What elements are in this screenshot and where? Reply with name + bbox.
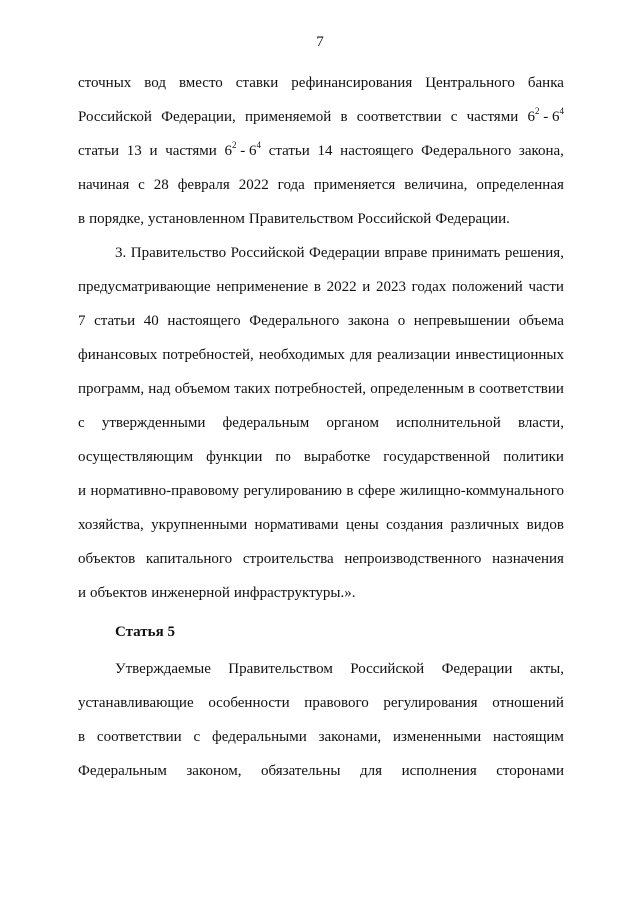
text-line [78, 754, 564, 788]
word: законом, [186, 763, 242, 779]
word: определенная [476, 177, 564, 193]
word: 3. [115, 245, 127, 261]
word: порядке, [89, 211, 144, 227]
word: нормативно-правовому [90, 483, 239, 499]
word: статьи [94, 313, 136, 329]
word: года [277, 177, 305, 193]
word: Федерального [249, 313, 340, 329]
word: для [360, 763, 383, 779]
word: в [78, 211, 86, 227]
word: вправе [384, 245, 428, 261]
text-line [78, 236, 564, 270]
word: соответствии [479, 381, 564, 397]
text-line [78, 66, 564, 100]
text-line [78, 440, 564, 474]
word: и [78, 483, 87, 499]
word: 2022 [238, 177, 269, 193]
word: 2022 [326, 279, 357, 295]
word: исполнительной [396, 415, 501, 431]
word: программ, [78, 381, 145, 397]
superscript-range: $6^2 - 6^4$ [224, 140, 262, 159]
word: применяется [313, 177, 396, 193]
text-line [78, 270, 564, 304]
word: ставки [235, 75, 279, 91]
word: сторонами [496, 763, 564, 779]
text-line [78, 720, 564, 754]
word: назначения [492, 551, 564, 567]
word: жилищно-коммунального [399, 483, 564, 499]
word: видов [526, 517, 564, 533]
word: решения, [504, 245, 564, 261]
word: Российской [78, 109, 152, 125]
word: 28 [153, 177, 169, 193]
text-line [78, 372, 564, 406]
text-line [78, 542, 564, 576]
word: в [467, 381, 475, 397]
word: измененными [392, 729, 482, 745]
word: с [78, 415, 85, 431]
word: власти, [517, 415, 564, 431]
word: таких [234, 381, 271, 397]
word: положений [451, 279, 523, 295]
word: создания [386, 517, 444, 533]
word: о [397, 313, 406, 329]
word: Российской [230, 245, 305, 261]
word: статьи [268, 143, 310, 159]
word: вод [144, 75, 166, 91]
word: 2023 [375, 279, 406, 295]
word: инвестиционных [455, 347, 564, 363]
word: части [528, 279, 564, 295]
text-line [78, 338, 564, 372]
word: соответствии [96, 729, 182, 745]
word: Правительство [130, 245, 227, 261]
word: объектов [90, 585, 148, 601]
word: банка [527, 75, 564, 91]
word: частями [165, 143, 217, 159]
word: 14 [317, 143, 333, 159]
word: установленном [147, 211, 245, 227]
word: строительства [242, 551, 334, 567]
word: нормативами [254, 517, 339, 533]
word: потребностей, [274, 381, 367, 397]
word: Российской [357, 211, 432, 227]
word: Федерального [421, 143, 512, 159]
text-line [78, 406, 564, 440]
word: с [450, 109, 458, 125]
word: политики [503, 449, 564, 465]
word: с [138, 177, 145, 193]
word: реализации [377, 347, 451, 363]
word: сфере [357, 483, 396, 499]
word: 40 [143, 313, 159, 329]
word: в [78, 729, 86, 745]
word: органом [326, 415, 379, 431]
word: хозяйства, [78, 517, 144, 533]
word: различных [450, 517, 520, 533]
word: и [149, 143, 158, 159]
word: цены [345, 517, 379, 533]
word: Федерации. [435, 211, 510, 227]
word: Федеральным [78, 763, 167, 779]
word: годах [411, 279, 447, 295]
word: непревышении [413, 313, 511, 329]
word: начиная [78, 177, 130, 193]
word: необходимых [258, 347, 345, 363]
word: в [346, 483, 354, 499]
word: для [349, 347, 372, 363]
word: статьи [78, 143, 120, 159]
word: потребностей, [162, 347, 254, 363]
paragraph-3 [78, 236, 564, 610]
word: неприменение [216, 279, 309, 295]
word: 7 [78, 313, 86, 329]
word: укрупненными [151, 517, 248, 533]
word: Федерации [441, 661, 513, 677]
word: акты, [529, 661, 564, 677]
word: применяемой [244, 109, 332, 125]
word: принимать [431, 245, 501, 261]
text-line [78, 686, 564, 720]
word: объемом [174, 381, 231, 397]
word: федеральным [222, 415, 310, 431]
word: над [148, 381, 171, 397]
text-line [78, 652, 564, 686]
word: инженерной [151, 585, 230, 601]
word: частями [466, 109, 519, 125]
word: инфраструктуры.». [233, 585, 356, 601]
word: сточных [78, 75, 132, 91]
word: Центрального [425, 75, 515, 91]
word: вместо [178, 75, 223, 91]
word: капитального [145, 551, 233, 567]
word: 13 [126, 143, 142, 159]
word: закона, [518, 143, 564, 159]
word: настоящим [493, 729, 564, 745]
word: правового [304, 695, 369, 711]
word: федеральными [212, 729, 307, 745]
word: Федерации, [161, 109, 236, 125]
word: в [313, 279, 321, 295]
word: выработке [303, 449, 371, 465]
word: объема [518, 313, 564, 329]
word: функции [206, 449, 263, 465]
article-5-paragraph [78, 652, 564, 788]
word: рефинансирования [291, 75, 413, 91]
article-heading: Статья 5 [115, 624, 175, 640]
text-line [78, 576, 564, 610]
text-line [78, 304, 564, 338]
word: в [340, 109, 348, 125]
word: государственной [383, 449, 491, 465]
text-line [78, 168, 564, 202]
word: особенности [208, 695, 290, 711]
word: объектов [78, 551, 136, 567]
word: законами, [318, 729, 382, 745]
text-line [78, 474, 564, 508]
word: обязательны [260, 763, 341, 779]
word: регулированию [243, 483, 342, 499]
superscript-range: $6^2 - 6^4$ [527, 106, 564, 125]
word: финансовых [78, 347, 158, 363]
word: и [362, 279, 371, 295]
word: Правительством [228, 661, 333, 677]
word: и [78, 585, 87, 601]
word: осуществляющим [78, 449, 194, 465]
word: настоящего [340, 143, 414, 159]
page-number: 7 [316, 34, 324, 50]
word: Утверждаемые [115, 661, 211, 677]
text-line [78, 100, 564, 134]
word: предусматривающие [78, 279, 211, 295]
word: Федерации [308, 245, 380, 261]
word: определенным [370, 381, 464, 397]
word: отношений [492, 695, 564, 711]
word: величина, [404, 177, 468, 193]
word: непроизводственного [344, 551, 482, 567]
text-line [78, 508, 564, 542]
word: утвержденными [101, 415, 206, 431]
word: Российской [350, 661, 425, 677]
word: соответствии [356, 109, 442, 125]
word: исполнения [401, 763, 477, 779]
paragraph-continuation [78, 66, 564, 236]
word: регулирования [383, 695, 478, 711]
word: устанавливающие [78, 695, 194, 711]
word: с [193, 729, 201, 745]
text-line [78, 202, 564, 236]
word: настоящего [167, 313, 241, 329]
word: по [275, 449, 291, 465]
word: закона [347, 313, 390, 329]
word: Правительством [248, 211, 354, 227]
word: февраля [177, 177, 230, 193]
text-line [78, 134, 564, 168]
